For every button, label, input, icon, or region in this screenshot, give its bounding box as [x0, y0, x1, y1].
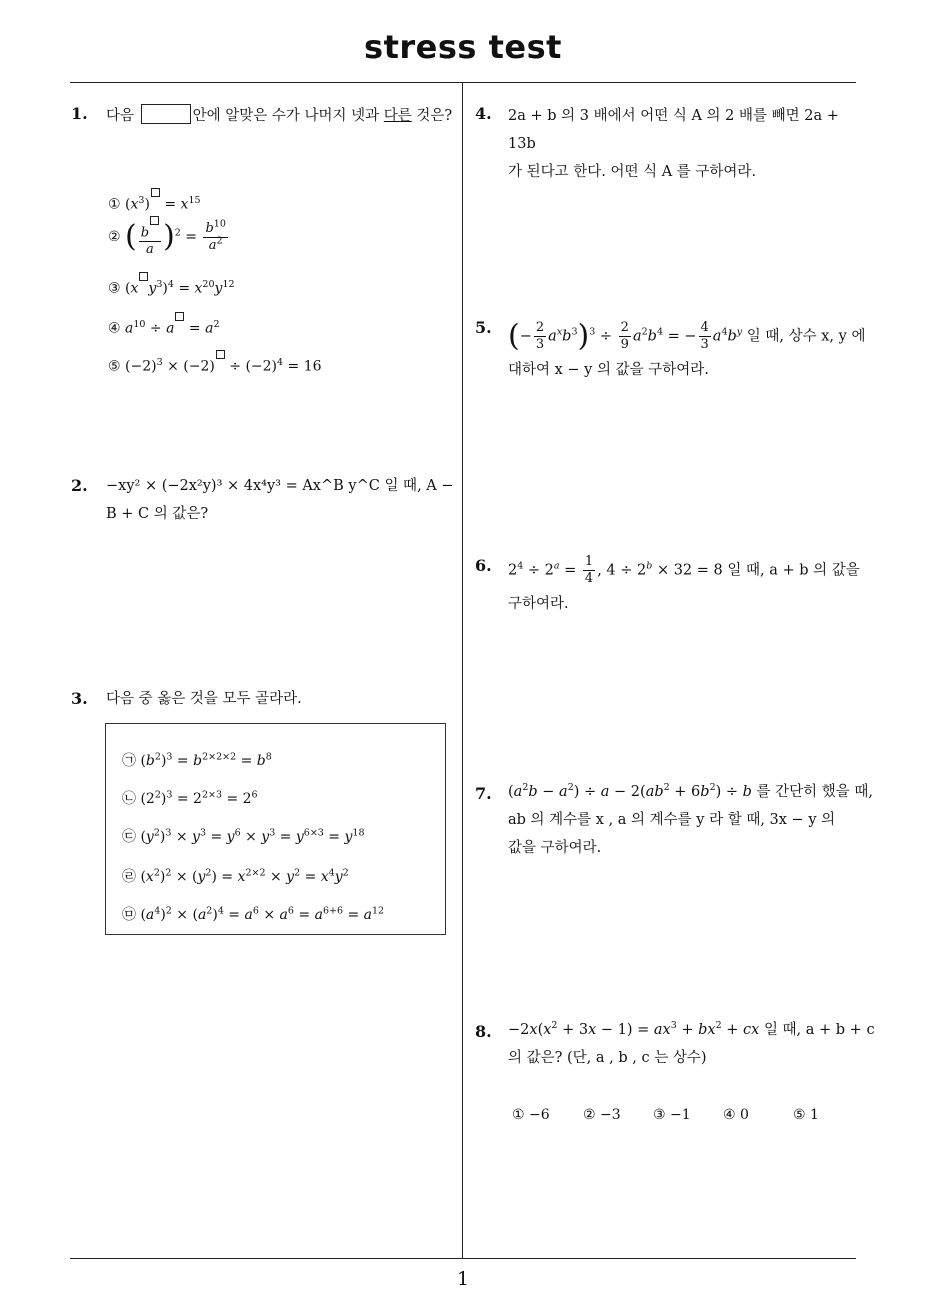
problem-text: −xy² × (−2x²y)³ × 4x⁴y³ = Ax^B y^C 일 때, A − B + C 의 값은? — [106, 478, 454, 522]
problem-number: 1. — [71, 104, 88, 123]
statement-c: ㉢ $(y^2)^3 \times y^3 = y^6 \times y^3 = y^{6\times 3} = y^{18}$ — [122, 827, 365, 845]
problem-text: $-2x(x^2 + 3x - 1) = ax^3 + bx^2$ + cx 일 때, a + b + c 의 값은? (단, a , b , c 는 상수) — [508, 1020, 875, 1066]
statement-b: ㉡ $(2^2)^3 = 2^{2\times 3} = 2^6$ — [122, 789, 258, 807]
statement-a: ㉠ $(b^2)^3 = b^{2\times 2\times 2} = b^8$ — [122, 751, 272, 769]
problem-number: 7. — [475, 784, 492, 803]
page-number: 1 — [456, 1268, 470, 1290]
choice-4: ④ 0 — [723, 1107, 749, 1123]
statement-e: ㉤ $(a^4)^2 \times (a^2)^4 = a^6 \times a^6 = a^{6+6} = a^{12}$ — [122, 905, 385, 923]
header-rule — [70, 82, 856, 83]
choice-1: ① −6 — [512, 1107, 550, 1123]
column-divider — [462, 83, 463, 1258]
problem-text: 다음 안에 알맞은 수가 나머지 넷과 다른 것은? — [106, 102, 456, 130]
choice-5: ⑤ $(-2)^3 \times (-2) \div (-2)^4 = 16$ — [108, 350, 322, 375]
page-title: stress test — [364, 28, 562, 66]
problem-number: 4. — [475, 104, 492, 123]
choice-3: ③ −1 — [653, 1107, 691, 1123]
problem-number: 8. — [475, 1022, 492, 1041]
choice-4: ④ $a^{10} \div a = a^2$ — [108, 312, 220, 337]
problem-text: 다음 중 옳은 것을 모두 골라라. — [106, 691, 302, 707]
problem-text: $(a^2b - a^2) \div a - 2(ab^2 + 6b^2) \div b$ 를 간단히 했을 때, ab 의 계수를 x , a 의 계수를 y 라 할 때, 3x − y 의 값을 구하여라. — [508, 782, 874, 856]
problem-text: 2a + b 의 3 배에서 어떤 식 A 의 2 배를 빼면 2a + 13b 가 된다고 한다. 어떤 식 A 를 구하여라. — [508, 108, 839, 180]
problem-text: $2^4 \div 2^a$ = $\frac{1}{4}$ , $4 \div 2^b \times 32 = 8$ 일 때, a + b 의 값을 구하여라. — [508, 554, 860, 612]
choice-3: ③ (x $y^3)^4 = x^{20}y^{12}$ — [108, 272, 235, 297]
footer-rule — [70, 1258, 856, 1259]
statement-d: ㉣ $(x^2)^2 \times (y^2) = x^{2\times 2} \times y^2 = x^4y^2$ — [122, 867, 349, 885]
problem-text: (− $\frac{2}{3}$ $a^xb^3)^3$ ÷ $\frac{2}{9}$ $a^2b^4$ = − $\frac{4}{3}$ $a^4b^y$ 일 때, 상수 x, y 에 대하여 x − y 의 값을 구하여라. — [508, 318, 866, 378]
choice-2: ② ( $\frac{b}{a}$ )$^2$ = $\frac{b^{10}}{a^2}$ — [108, 216, 230, 258]
choice-2: ② −3 — [583, 1107, 621, 1123]
problem-number: 2. — [71, 476, 88, 495]
problem-number: 5. — [475, 318, 492, 337]
blank-box — [141, 104, 191, 124]
choice-1: ① $(x^3) = x^{15}$ — [108, 188, 201, 213]
problem-number: 6. — [475, 556, 492, 575]
choice-5: ⑤ 1 — [793, 1107, 819, 1123]
problem-number: 3. — [71, 689, 88, 708]
